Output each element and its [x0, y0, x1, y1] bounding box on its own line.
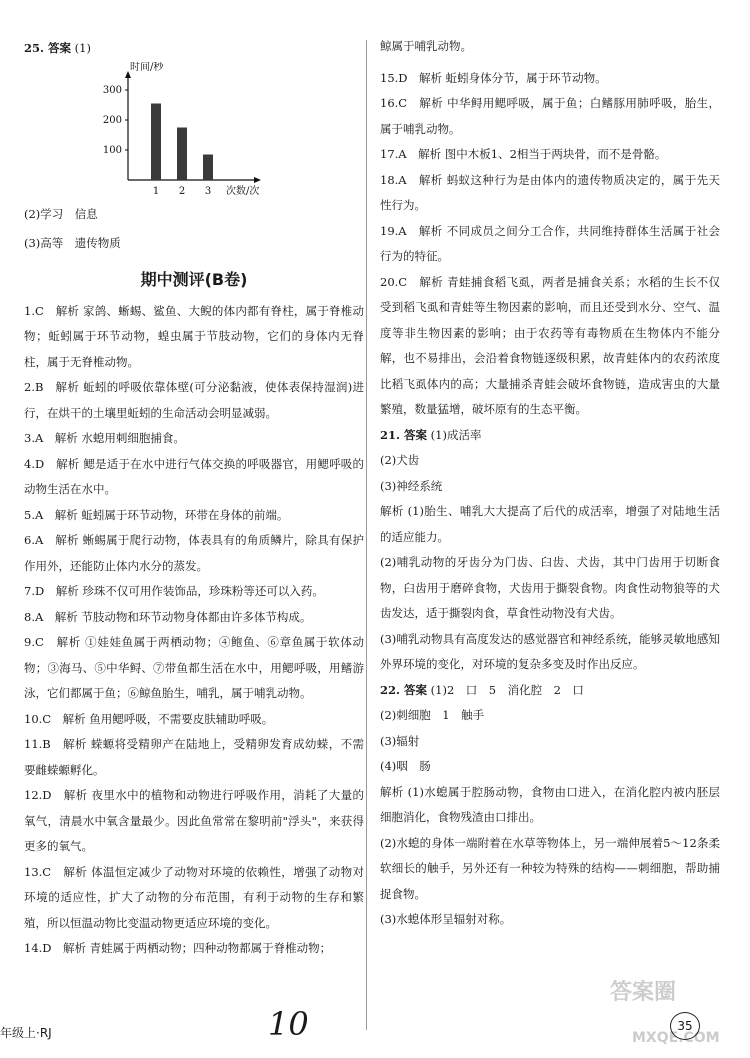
page-number: 35 — [670, 1012, 700, 1040]
bar — [203, 154, 213, 180]
bar-chart-wrap — [24, 62, 364, 202]
answer-21-c: (3)神经系统 — [380, 478, 443, 493]
right-column — [380, 0, 720, 933]
footer-grade: 年级上·RJ — [0, 1026, 52, 1040]
answer-1: 1.C 解析 家鸽、蜥蜴、鲨鱼、大鲵的体内都有脊柱，属于脊椎动物；蚯蚓属于环节动物，蝗虫属于节肢动物，它们的身体内无脊柱，属于无脊椎动物。 — [24, 303, 364, 369]
x-axis-arrow — [254, 177, 261, 183]
answer-22-head: 22. 答案 (1)2 口 5 消化腔 2 口 — [380, 682, 584, 697]
y-tick-label: 100 — [102, 144, 122, 156]
answer-14-cont: 鲸属于哺乳动物。 — [380, 39, 472, 53]
answer-22-c: (3)辐射 — [380, 733, 420, 748]
q25-header: 25. 答案 (1) — [24, 41, 91, 55]
answer-21-e: (2)哺乳动物的牙齿分为门齿、臼齿、犬齿，其中门齿用于切断食物，臼齿用于磨碎食物，犬齿用于撕裂食物。肉食性动物狼等的犬齿发达，适于撕裂肉食，草食性动物没有犬齿。 — [380, 555, 720, 620]
x-tick-label: 1 — [152, 185, 160, 197]
answer-21-b: (2)犬齿 — [380, 453, 420, 467]
answer-2: 2.B 解析 蚯蚓的呼吸依靠体壁(可分泌黏液，使体表保持湿润)进行，在烘干的土壤里蚯蚓的生命活动会明显减弱。 — [24, 380, 364, 420]
bar — [177, 127, 187, 180]
x-axis-label: 次数/次 — [226, 185, 260, 197]
answer-17: 17.A 解析 图中木板1、2相当于两块骨，而不是骨骼。 — [380, 147, 667, 161]
q25-part3: (3)高等 遗传物质 — [24, 236, 121, 250]
answer-12: 12.D 解析 夜里水中的植物和动物进行呼吸作用，消耗了大量的氧气，清晨水中氧含量最少。因此鱼常常在黎明前"浮头"，来获得更多的氧气。 — [24, 788, 364, 853]
answer-22-d: (4)咽 肠 — [380, 759, 431, 773]
answer-22-g: (3)水螅体形呈辐射对称。 — [380, 912, 512, 926]
section-title: 期中测评(B卷) — [140, 269, 248, 289]
answer-11: 11.B 解析 蝾螈将受精卵产在陆地上，受精卵发育成幼蝾，不需要雌蝾螈孵化。 — [24, 737, 364, 777]
answer-21-f: (3)哺乳动物具有高度发达的感觉器官和神经系统，能够灵敏地感知外界环境的变化，对环境的复杂多变及时作出反应。 — [380, 631, 720, 671]
answer-5: 5.A 解析 蚯蚓属于环节动物，环带在身体的前端。 — [24, 507, 289, 522]
handwritten-number: 10 — [268, 1005, 309, 1043]
bar-chart — [64, 62, 324, 202]
answer-16: 16.C 解析 中华鲟用鳃呼吸，属于鱼；白鳍豚用肺呼吸，胎生，属于哺乳动物。 — [380, 96, 720, 136]
answer-3: 3.A 解析 水螅用刺细胞捕食。 — [24, 431, 185, 445]
answer-22-b: (2)刺细胞 1 触手 — [380, 708, 485, 722]
answer-20: 20.C 解析 青蛙捕食稻飞虱，两者是捕食关系；水稻的生长不仅受到稻飞虱和青蛙等生物因素的影响，而且还受到水分、空气、温度等非生物因素的影响；由于农药等有毒物质在生物体内不能分解，也不易排出，会沿着食物链逐级积累，故青蛙体内的农药浓度比稻飞虱体内的高；大量捕杀青蛙会破坏食物链，造成害虫的大量繁殖，数量猛增，破坏原有的生态平衡。 — [380, 274, 720, 416]
answer-22-f: (2)水螅的身体一端附着在水草等物体上，另一端伸展着5～12条柔软细长的触手，另外还有一种较为特殊的结构——刺细胞，帮助捕捉食物。 — [380, 835, 720, 901]
answer-22-e: 解析 (1)水螅属于腔肠动物，食物由口进入，在消化腔内被内胚层细胞消化，食物残渣由口排出。 — [380, 784, 720, 824]
answer-13: 13.C 解析 体温恒定减少了动物对环境的依赖性，增强了动物对环境的适应性，扩大了动物的分布范围，有利于动物的生存和繁殖，所以恒温动物比变温动物更适应环境的变化。 — [24, 864, 364, 930]
x-tick-label: 2 — [178, 185, 186, 197]
x-tick-label: 3 — [204, 185, 212, 197]
answer-6: 6.A 解析 蜥蜴属于爬行动物，体表具有的角质鳞片，除具有保护作用外，还能防止体内水分的蒸发。 — [24, 533, 364, 573]
answer-8: 8.A 解析 节肢动物和环节动物身体都由许多体节构成。 — [24, 609, 312, 624]
answer-21-head: 21. 答案 (1)成活率 — [380, 427, 482, 442]
answer-19: 19.A 解析 不同成员之间分工合作，共同维持群体生活属于社会行为的特征。 — [380, 223, 720, 263]
left-column — [24, 0, 364, 962]
column-divider — [366, 40, 367, 1030]
bar — [151, 103, 161, 180]
answer-10: 10.C 解析 鱼用鳃呼吸，不需要皮肤辅助呼吸。 — [24, 711, 274, 726]
watermark-url: MXQE.COM — [632, 1030, 720, 1046]
y-tick-label: 300 — [102, 84, 122, 96]
q25-part2: (2)学习 信息 — [24, 206, 98, 221]
y-axis-label: 时间/秒 — [130, 61, 164, 73]
answer-7: 7.D 解析 珍珠不仅可用作装饰品，珍珠粉等还可以入药。 — [24, 584, 324, 598]
answer-21-d: 解析 (1)胎生、哺乳大大提高了后代的成活率，增强了对陆地生活的适应能力。 — [380, 504, 720, 544]
answer-14: 14.D 解析 青蛙属于两栖动物；四种动物都属于脊椎动物； — [24, 941, 332, 955]
answer-9: 9.C 解析 ①娃娃鱼属于两栖动物；④鲍鱼、⑥章鱼属于软体动物；③海马、⑤中华鲟、⑦带鱼都生活在水中，用鳃呼吸，用鳍游泳，它们都属于鱼；⑥鲸鱼胎生，哺乳，属于哺乳动物。 — [24, 635, 364, 700]
y-tick-label: 200 — [102, 114, 122, 126]
answer-15: 15.D 解析 蚯蚓身体分节，属于环节动物。 — [380, 70, 607, 85]
answer-18: 18.A 解析 蚂蚁这种行为是由体内的遗传物质决定的，属于先天性行为。 — [380, 172, 720, 212]
watermark-logo: 答案圈 — [610, 980, 677, 1005]
answer-4: 4.D 解析 鳃是适于在水中进行气体交换的呼吸器官，用鳃呼吸的动物生活在水中。 — [24, 456, 364, 496]
